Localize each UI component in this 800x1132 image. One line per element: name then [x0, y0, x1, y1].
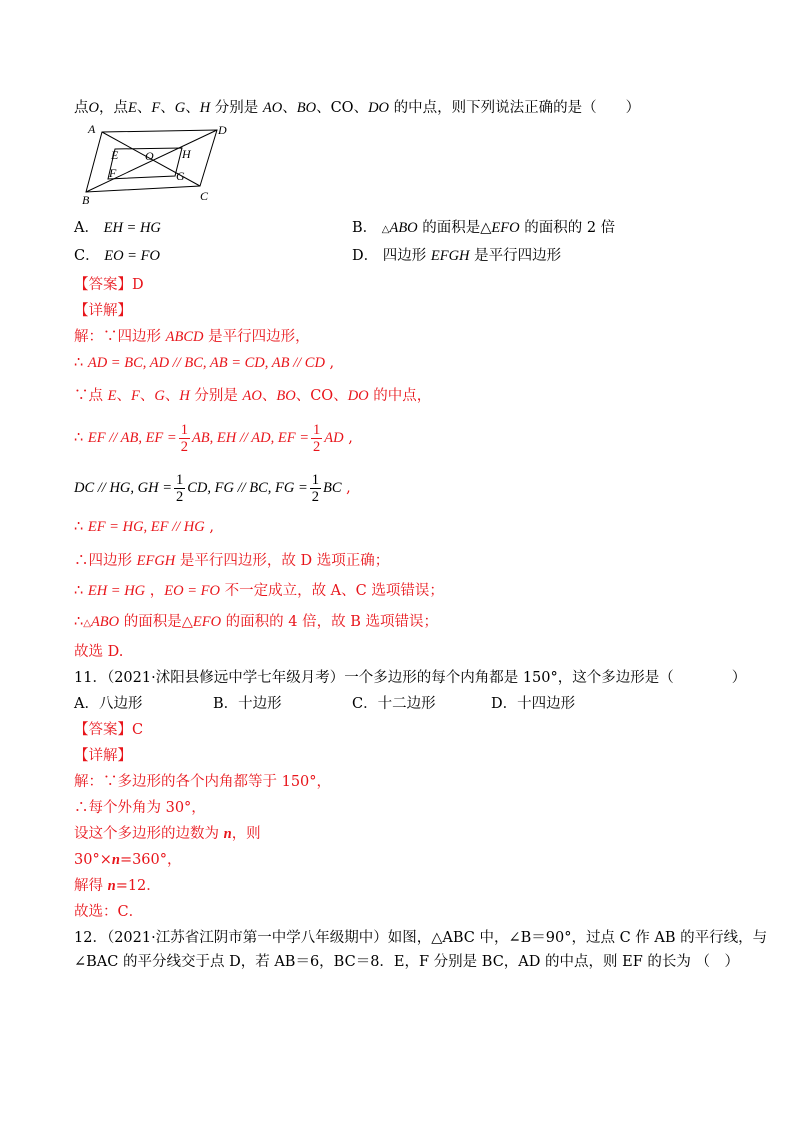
q11-solution-2 [74, 798, 206, 818]
q11-option-d [491, 694, 575, 714]
solution-math: DO [347, 388, 369, 404]
q10-point-e: E [127, 100, 137, 116]
solution-math: BO [276, 388, 296, 404]
q10-solution-5 [74, 470, 351, 506]
solution-text: , [343, 430, 353, 446]
separator: 、 [353, 100, 369, 116]
solution-text: 解：∵四边形 [74, 329, 166, 345]
solution-math: EFGH [136, 553, 176, 569]
triangle-symbol: △ [83, 618, 91, 629]
q10-stem-text: 的中点，则下列说法正确的是（ ） [389, 100, 641, 116]
q10-stem-text: 点 [74, 100, 89, 116]
fraction-half [311, 422, 322, 455]
q10-solution-10 [74, 642, 123, 662]
solution-math: ABCD [165, 329, 204, 345]
option-text: 是平行四边形 [469, 248, 562, 264]
separator: 、 [333, 388, 348, 404]
fraction-numerator: 1 [311, 471, 320, 488]
separator: 、 [282, 100, 297, 116]
label-e: E [111, 148, 119, 162]
option-text: A．八边形 [74, 696, 143, 712]
fraction-numerator: 1 [176, 471, 184, 488]
q11-solution-5 [74, 876, 161, 896]
q10-solution-7 [74, 551, 389, 571]
separator: 、 [136, 100, 152, 116]
solution-text: 是平行四边形， [203, 329, 310, 345]
q12-stem-line1 [74, 928, 767, 948]
q10-solution-4 [74, 420, 353, 456]
solution-text: ，则 [231, 826, 261, 842]
q10-solution-3 [74, 386, 431, 406]
solution-text: 是平行四边形，故 D 选项正确； [175, 553, 390, 569]
answer-label: 【答案】 [74, 722, 132, 738]
solution-text: , [324, 355, 335, 371]
label-f: F [109, 166, 117, 180]
solution-math: AB, EH // AD, EF = [191, 430, 309, 446]
fraction-denominator: 2 [311, 488, 320, 505]
separator: 、 [164, 388, 180, 404]
solution-text: 不一定成立，故 A、C 选项错误； [219, 583, 444, 599]
q10-solution-8 [74, 581, 444, 601]
q10-stem-text: 分别是 [210, 100, 263, 116]
solution-math: ABO [90, 614, 120, 630]
q10-option-d [352, 246, 561, 266]
detail-label: 【详解】 [74, 748, 132, 764]
triangle-symbol: △ [480, 220, 492, 236]
solution-math: EF // AB, EF = [87, 430, 177, 446]
label-d: D [218, 123, 227, 137]
solution-math: F [130, 388, 140, 404]
solution-math: n [111, 852, 120, 868]
fraction-half [179, 422, 190, 455]
solution-text: ∴每个外角为 30°， [74, 800, 206, 816]
q10-solution-1 [74, 327, 310, 347]
solution-text: ∴ [74, 519, 88, 535]
q10-point-g: G [174, 100, 186, 116]
solution-text: 分别是 [189, 388, 243, 404]
question-text: 12．（2021·江苏省江阴市第一中学八年级期中）如图，△ABC 中，∠B＝90°，过点 C 作 AB 的平行线，与 [74, 930, 768, 946]
solution-math: n [223, 826, 232, 842]
option-text: 的面积是 [417, 220, 481, 236]
option-letter: A． [74, 220, 99, 236]
triangle-symbol: △ [381, 224, 390, 235]
solution-math: G [154, 388, 165, 404]
solution-math: CD, FG // BC, FG = [187, 480, 308, 496]
q10-answer [74, 275, 144, 295]
solution-text: ， [145, 583, 165, 599]
solution-math: E [107, 388, 117, 404]
q11-solution-4 [74, 850, 182, 870]
parallelogram-figure [82, 122, 232, 204]
q10-point-h: H [199, 100, 211, 116]
fraction-numerator: 1 [180, 421, 188, 438]
q10-seg-do: DO [368, 100, 390, 116]
solution-math: EH = HG [87, 583, 146, 599]
solution-text: 的面积的 4 倍，故 B 选项错误； [221, 614, 439, 630]
solution-text: 设这个多边形的边数为 [74, 826, 224, 842]
question-text: 11．（2021·沭阳县修远中学七年级月考）一个多边形的每个内角都是 150°，这个多边形是（ ） [74, 670, 747, 686]
triangle-symbol: △ [181, 614, 193, 630]
q11-option-b [213, 694, 282, 714]
q10-seg-bo: BO [296, 100, 317, 116]
fraction-numerator: 1 [313, 421, 321, 438]
fraction-half [174, 472, 185, 505]
solution-text: ∴ [74, 430, 88, 446]
option-text: 四边形 [382, 248, 431, 264]
solution-math: H [179, 388, 190, 404]
solution-text: ∴四边形 [74, 553, 137, 569]
option-text: EH = HG [103, 220, 161, 236]
solution-text: 解得 [74, 878, 108, 894]
q11-option-c [352, 694, 436, 714]
label-b: B [82, 193, 90, 204]
solution-math: CO [310, 388, 334, 404]
q10-solution-9 [74, 612, 438, 634]
option-text: EFO [491, 220, 520, 236]
q10-stem [74, 98, 640, 118]
separator: 、 [160, 100, 175, 116]
separator: 、 [295, 388, 311, 404]
solution-text: , [341, 480, 351, 496]
option-letter: C． [74, 248, 100, 264]
fraction-denominator: 2 [180, 438, 188, 455]
solution-text: ∵点 [74, 388, 108, 404]
detail-label: 【详解】 [74, 303, 132, 319]
solution-text: 故选：C． [74, 904, 144, 920]
answer-value: D [132, 277, 144, 293]
option-letter: D． [352, 248, 379, 264]
q10-seg-co: CO [330, 100, 354, 116]
separator: 、 [139, 388, 155, 404]
solution-math: EO = FO [164, 583, 220, 599]
option-text: EFGH [430, 248, 470, 264]
option-text: D．十四边形 [491, 696, 576, 712]
label-a: A [88, 122, 96, 136]
q11-solution-3 [74, 824, 261, 844]
label-c: C [200, 189, 209, 203]
separator: 、 [185, 100, 200, 116]
fraction-half [310, 472, 321, 505]
fraction-denominator: 2 [176, 488, 184, 505]
solution-text: ∴ [74, 614, 84, 630]
q10-solution-2 [74, 353, 334, 373]
solution-math: AD [324, 430, 344, 446]
option-text: 的面积的 2 倍 [519, 220, 616, 236]
option-letter: B． [352, 220, 378, 236]
q11-solution-6 [74, 902, 143, 922]
solution-text: 解：∵多边形的各个内角都等于 150°， [74, 774, 332, 790]
label-g: G [176, 169, 185, 183]
fraction-denominator: 2 [313, 438, 321, 455]
solution-math: EFO [192, 614, 222, 630]
option-text: B．十边形 [213, 696, 282, 712]
label-h: H [182, 147, 191, 161]
option-text: EO = FO [104, 248, 160, 264]
solution-text: ∴ [74, 355, 88, 371]
q10-solution-6 [74, 517, 214, 537]
q10-point-f: F [151, 100, 161, 116]
label-o: O [145, 149, 154, 163]
q11-detail-label [74, 746, 132, 766]
option-text: C．十二边形 [352, 696, 436, 712]
solution-text: 30°× [74, 852, 112, 868]
q10-stem-text: ，点 [98, 100, 128, 116]
q10-seg-ao: AO [262, 100, 283, 116]
solution-math: DC // HG, GH = [74, 480, 172, 496]
q12-stem-line2 [74, 952, 739, 972]
solution-text: ∴ [74, 583, 88, 599]
q10-option-c [74, 246, 160, 266]
answer-label: 【答案】 [74, 277, 132, 293]
q11-stem [74, 668, 746, 688]
separator: 、 [316, 100, 331, 116]
q11-solution-1 [74, 772, 331, 792]
solution-text: =360°， [119, 852, 182, 868]
question-text: ∠BAC 的平分线交于点 D，若 AB＝6，BC＝8．E，F 分别是 BC，AD 的中点，则 EF 的长为 （ ） [74, 954, 739, 970]
solution-text: 的面积是 [119, 614, 182, 630]
answer-value: C [132, 722, 144, 738]
solution-text: 故选 D. [74, 644, 124, 660]
solution-text: , [204, 519, 214, 535]
q10-option-a [74, 218, 161, 238]
q11-option-a [74, 694, 142, 714]
separator: 、 [261, 388, 277, 404]
q11-answer [74, 720, 143, 740]
solution-text: =12． [115, 878, 161, 894]
q10-detail-label [74, 301, 132, 321]
q10-point-o: O [88, 100, 99, 116]
option-text: ABO [389, 220, 418, 236]
separator: 、 [116, 388, 131, 404]
q10-option-b [352, 218, 615, 240]
solution-math: AO [242, 388, 262, 404]
solution-math: n [107, 878, 116, 894]
solution-text: 的中点， [368, 388, 432, 404]
solution-math: EF = HG, EF // HG [87, 519, 205, 535]
solution-math: AD = BC, AD // BC, AB = CD, AB // CD [87, 355, 325, 371]
solution-math: BC [323, 480, 342, 496]
